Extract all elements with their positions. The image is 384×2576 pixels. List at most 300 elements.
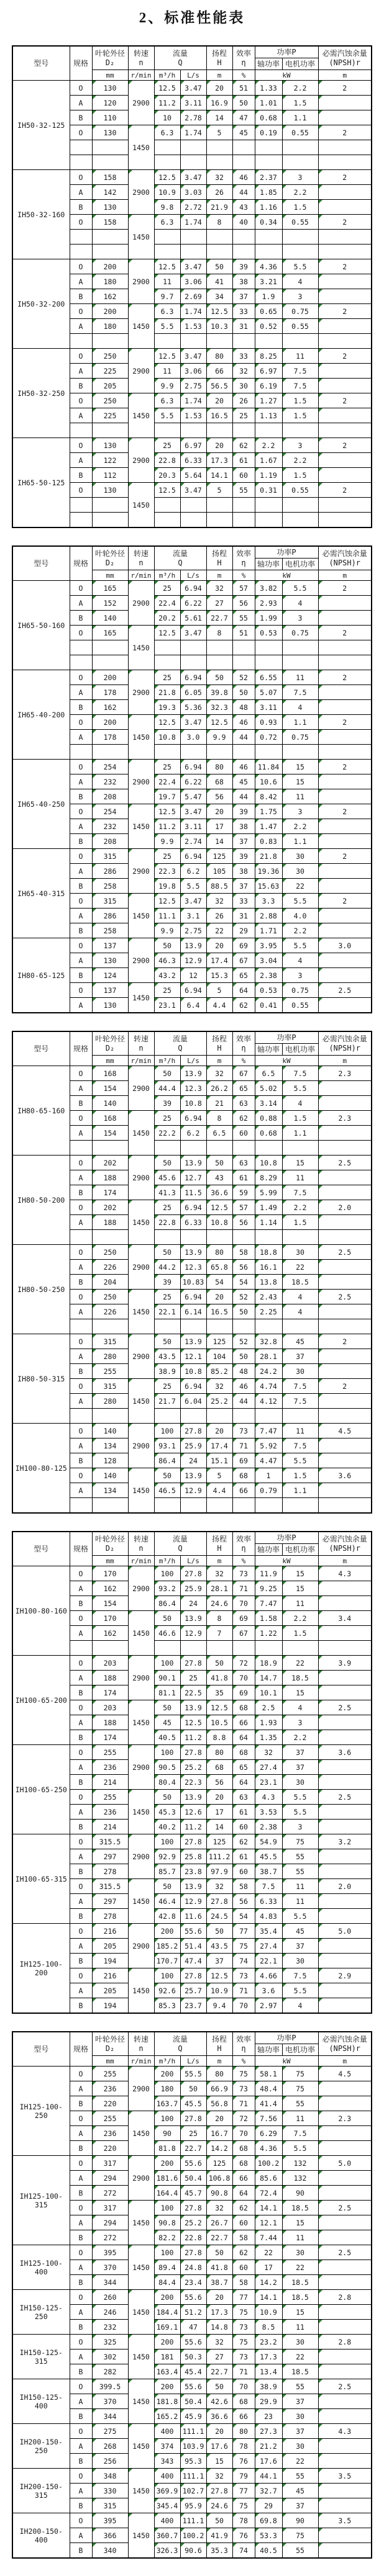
flow-m3h-cell: 45 — [154, 1715, 180, 1730]
head-cell — [206, 640, 232, 655]
flow-m3h-cell — [154, 1409, 180, 1424]
head-cell: 8 — [206, 626, 232, 640]
table-header — [12, 546, 372, 581]
flow-ls-cell: 23.4 — [180, 2275, 206, 2290]
npsh-cell: 2.9 — [318, 1968, 372, 1983]
spec-cell: O — [70, 1566, 92, 1581]
flow-ls-cell: 45.7 — [180, 2186, 206, 2201]
flow-m3h-cell: 200 — [154, 2067, 180, 2081]
shaft-power-cell: 16.1 — [255, 1260, 282, 1275]
shaft-power-cell: 28.1 — [255, 1349, 282, 1364]
shaft-power-cell: 69.8 — [255, 2513, 282, 2528]
head-cell: 26.7 — [206, 2215, 232, 2230]
motor-power-cell: 90 — [282, 2513, 318, 2528]
model-header-label: 型号 — [34, 2044, 49, 2053]
d2-cell — [92, 245, 128, 259]
flow-m3h-cell: 50 — [154, 1066, 180, 1081]
motor-power-header — [282, 559, 318, 570]
shaft-power-cell: 6.55 — [255, 670, 282, 685]
npsh-cell: 2.3 — [318, 1066, 372, 1081]
shaft-power-cell: 10.8 — [255, 1156, 282, 1170]
npsh-cell: 2.5 — [318, 1156, 372, 1170]
flow-m3h-cell — [154, 513, 180, 528]
speed-cell: 1450 — [128, 1968, 154, 2014]
efficiency-cell: 72 — [232, 2111, 255, 2126]
flow-ls-cell: 13.9 — [180, 1245, 206, 1260]
speed-header — [128, 1031, 154, 1056]
motor-power-cell: 55 — [282, 2379, 318, 2394]
efficiency-cell: 58 — [232, 1245, 255, 1260]
shaft-power-cell: 9.25 — [255, 1581, 282, 1596]
npsh-cell — [318, 334, 372, 349]
shaft-power-cell: 14.1 — [255, 2201, 282, 2215]
flow-m3h-cell: 22.8 — [154, 453, 180, 468]
spec-cell: A — [70, 2215, 92, 2230]
motor-power-cell: 1.1 — [282, 1483, 318, 1498]
npsh-cell — [318, 730, 372, 745]
spec-cell: O — [70, 1424, 92, 1438]
d2-cell — [92, 423, 128, 438]
spec-cell: O — [70, 2335, 92, 2349]
flow-header-label: Q — [178, 1543, 183, 1553]
flow-m3h-cell: 25 — [154, 849, 180, 864]
shaft-power-cell: 19.36 — [255, 864, 282, 879]
shaft-power-cell: 38.7 — [255, 1864, 282, 1879]
table-body — [12, 1066, 372, 1514]
flow-ls-cell: 55.6 — [180, 2379, 206, 2394]
shaft-power-header-label: 轴功率 — [257, 2045, 280, 2054]
head-cell: 43.5 — [206, 1939, 232, 1954]
flow-ls-cell: 25.2 — [180, 1760, 206, 1775]
shaft-power-cell: 4.83 — [255, 1909, 282, 1924]
efficiency-cell: 62 — [232, 438, 255, 453]
speed-cell: 1450 — [128, 2335, 154, 2379]
motor-power-cell — [282, 1141, 318, 1156]
d2-cell — [92, 1230, 128, 1245]
npsh-cell: 2.0 — [318, 1200, 372, 1215]
shaft-power-header-label: 轴功率 — [257, 1044, 280, 1054]
flow-ls-cell: 55.6 — [180, 1924, 206, 1939]
spec-cell: A — [70, 364, 92, 379]
spec-cell: B — [70, 468, 92, 483]
head-cell: 25.2 — [206, 1394, 232, 1409]
head-header-label: H — [217, 558, 222, 567]
npsh-cell — [318, 879, 372, 894]
shaft-power-cell — [255, 513, 282, 528]
head-cell: 56 — [206, 789, 232, 804]
model-header — [12, 46, 70, 81]
shaft-power-cell: 4.12 — [255, 1394, 282, 1409]
d2-cell: 280 — [92, 1394, 128, 1409]
npsh-cell: 5.0 — [318, 1924, 372, 1939]
flow-ls-cell — [180, 1498, 206, 1514]
flow-ls-cell: 13.9 — [180, 1066, 206, 1081]
motor-power-header-label: 电机功率 — [285, 1044, 315, 1054]
npsh-cell — [318, 110, 372, 125]
model-cell: IH80-50-200 — [12, 1156, 70, 1245]
d2-cell: 255 — [92, 2067, 128, 2081]
d2-cell: 120 — [92, 96, 128, 110]
d2-cell: 225 — [92, 408, 128, 423]
shaft-power-cell: 1.75 — [255, 804, 282, 819]
npsh-cell: 4.3 — [318, 2424, 372, 2439]
spec-cell — [70, 498, 92, 513]
flow-ls-cell: 95.3 — [180, 2454, 206, 2469]
motor-power-cell: 45 — [282, 2484, 318, 2498]
shaft-power-header — [255, 1544, 282, 1556]
spec-cell: O — [70, 2469, 92, 2484]
head-cell: 15 — [206, 2454, 232, 2469]
flow-m3h-cell: 400 — [154, 2469, 180, 2484]
speed-cell: 1450 — [128, 2201, 154, 2245]
efficiency-cell: 67 — [232, 1066, 255, 1081]
shaft-power-cell: 3.21 — [255, 274, 282, 289]
d2-cell: 128 — [92, 1453, 128, 1468]
motor-power-cell: 4.0 — [282, 909, 318, 923]
flow-m3h-cell: 12.5 — [154, 626, 180, 640]
d2-cell: 137 — [92, 938, 128, 953]
shaft-power-cell: 13.8 — [255, 1275, 282, 1290]
efficiency-cell: 57 — [232, 1200, 255, 1215]
head-cell: 9.9 — [206, 730, 232, 745]
shaft-power-cell: 0.53 — [255, 983, 282, 998]
d2-cell: 130 — [92, 483, 128, 498]
motor-power-header — [282, 1544, 318, 1556]
spec-cell: O — [70, 125, 92, 140]
model-cell: IH65-50-160 — [12, 581, 70, 670]
npsh-cell: 2.5 — [318, 2201, 372, 2215]
spec-cell: A — [70, 864, 92, 879]
flow-ls-cell: 25 — [180, 1671, 206, 1685]
speed-cell: 2900 — [128, 581, 154, 626]
d2-cell: 140 — [92, 1096, 128, 1111]
head-cell: 8 — [206, 215, 232, 230]
table-header — [12, 46, 372, 81]
npsh-cell — [318, 96, 372, 110]
efficiency-cell: 58 — [232, 2230, 255, 2245]
d2-cell: 315 — [92, 2498, 128, 2513]
flow-ls-cell: 11.2 — [180, 1730, 206, 1745]
shaft-power-cell: 1.27 — [255, 393, 282, 408]
efficiency-cell: 60 — [232, 1864, 255, 1879]
unit-efficiency: % — [232, 570, 255, 581]
flow-ls-cell: 11.5 — [180, 1185, 206, 1200]
npsh-cell — [318, 155, 372, 170]
head-cell: 56.5 — [206, 379, 232, 393]
shaft-power-cell: 22 — [255, 2245, 282, 2260]
motor-power-cell: 1.5 — [282, 468, 318, 483]
motor-power-cell: 11 — [282, 1879, 318, 1894]
flow-header-label: Q — [178, 58, 183, 67]
shaft-power-cell: 4.74 — [255, 1379, 282, 1394]
table-body — [12, 2067, 372, 2559]
flow-m3h-cell: 326.3 — [154, 2543, 180, 2559]
motor-power-cell: 2.2 — [282, 185, 318, 200]
spec-cell: B — [70, 968, 92, 983]
shaft-power-cell: 7.47 — [255, 1596, 282, 1611]
efficiency-cell: 61 — [232, 453, 255, 468]
flow-m3h-cell — [154, 1319, 180, 1334]
d2-cell: 315.5 — [92, 1879, 128, 1894]
npsh-cell — [318, 2498, 372, 2513]
speed-cell: 1450 — [128, 1290, 154, 1334]
shaft-power-cell: 1.35 — [255, 1730, 282, 1745]
head-cell: 14.1 — [206, 468, 232, 483]
head-cell: 50 — [206, 1656, 232, 1671]
efficiency-cell: 64 — [232, 983, 255, 998]
flow-ls-cell: 6.94 — [180, 1200, 206, 1215]
efficiency-cell: 70 — [232, 1596, 255, 1611]
flow-m3h-cell: 200 — [154, 2290, 180, 2305]
unit-flow-ls: L/s — [180, 1056, 206, 1066]
unit-npsh: m — [318, 2056, 372, 2067]
efficiency-cell: 68 — [232, 1745, 255, 1760]
npsh-cell — [318, 2394, 372, 2409]
motor-power-cell: 18.5 — [282, 2364, 318, 2379]
d2-cell: 216 — [92, 1968, 128, 1983]
efficiency-header-label: 效率 — [235, 48, 251, 58]
npsh-cell — [318, 1641, 372, 1656]
efficiency-cell: 32 — [232, 364, 255, 379]
efficiency-header-label: η — [241, 2044, 246, 2053]
table-row — [12, 2290, 372, 2305]
d2-cell: 142 — [92, 185, 128, 200]
head-cell: 8.8 — [206, 1730, 232, 1745]
flow-m3h-cell: 44.2 — [154, 1260, 180, 1275]
efficiency-cell: 71 — [232, 1438, 255, 1453]
motor-power-cell: 18.5 — [282, 2275, 318, 2290]
flow-m3h-cell — [154, 155, 180, 170]
flow-ls-cell: 3.47 — [180, 894, 206, 909]
flow-ls-cell: 27.8 — [180, 1834, 206, 1849]
motor-power-cell: 11 — [282, 2230, 318, 2245]
motor-power-cell: 0.75 — [282, 730, 318, 745]
spec-cell: B — [70, 1820, 92, 1834]
shaft-power-cell: 23.2 — [255, 2335, 282, 2349]
npsh-cell — [318, 2454, 372, 2469]
impeller-header — [92, 1031, 128, 1056]
efficiency-cell: 38 — [232, 864, 255, 879]
shaft-power-header — [255, 58, 282, 70]
head-cell — [206, 498, 232, 513]
head-cell: 56 — [206, 1775, 232, 1790]
d2-cell: 236 — [92, 1805, 128, 1820]
flow-m3h-cell — [154, 423, 180, 438]
flow-ls-cell — [180, 1230, 206, 1245]
head-cell: 10.9 — [206, 1983, 232, 1998]
flow-m3h-cell: 400 — [154, 2513, 180, 2528]
spec-cell: A — [70, 1349, 92, 1364]
flow-m3h-cell: 5.5 — [154, 319, 180, 334]
head-cell — [206, 1498, 232, 1514]
d2-cell: 180 — [92, 319, 128, 334]
d2-cell: 315 — [92, 849, 128, 864]
flow-header-label: 流量 — [172, 1034, 188, 1043]
efficiency-cell: 69 — [232, 938, 255, 953]
model-cell: IH100-65-250 — [12, 1745, 70, 1834]
npsh-cell: 3.6 — [318, 1468, 372, 1483]
d2-cell: 200 — [92, 715, 128, 730]
flow-ls-cell: 100.2 — [180, 2528, 206, 2543]
head-cell: 88.5 — [206, 879, 232, 894]
motor-power-cell: 37 — [282, 1349, 318, 1364]
speed-cell: 2900 — [128, 81, 154, 125]
npsh-cell: 4.3 — [318, 1566, 372, 1581]
performance-table-1 — [12, 45, 372, 528]
efficiency-cell: 43 — [232, 200, 255, 215]
efficiency-header-label: η — [241, 58, 246, 67]
impeller-header — [92, 546, 128, 570]
motor-power-cell: 2.2 — [282, 819, 318, 834]
spec-cell: B — [70, 2454, 92, 2469]
d2-cell — [92, 140, 128, 155]
shaft-power-cell: 100.2 — [255, 2156, 282, 2171]
head-cell: 35 — [206, 1685, 232, 1700]
npsh-cell — [318, 819, 372, 834]
spec-cell: O — [70, 804, 92, 819]
efficiency-cell: 58 — [232, 2275, 255, 2290]
npsh-cell: 2 — [318, 715, 372, 730]
npsh-cell: 2.5 — [318, 1290, 372, 1304]
shaft-power-cell — [255, 140, 282, 155]
shaft-power-cell: 4.3 — [255, 1790, 282, 1805]
head-cell: 97.9 — [206, 1864, 232, 1879]
speed-header-label: n — [139, 1043, 144, 1052]
d2-cell — [92, 640, 128, 655]
npsh-cell — [318, 1894, 372, 1909]
motor-power-cell: 3 — [282, 170, 318, 185]
efficiency-cell: 69 — [232, 1453, 255, 1468]
motor-power-cell: 4 — [282, 1290, 318, 1304]
spec-cell — [70, 140, 92, 155]
shaft-power-cell: 5.02 — [255, 1081, 282, 1096]
flow-m3h-cell — [154, 334, 180, 349]
flow-ls-cell: 6.94 — [180, 1379, 206, 1394]
efficiency-cell — [232, 1319, 255, 1334]
shaft-power-cell: 2.43 — [255, 1290, 282, 1304]
shaft-power-cell: 10.9 — [255, 2305, 282, 2320]
flow-ls-cell: 111.1 — [180, 2424, 206, 2439]
head-cell: 5 — [206, 983, 232, 998]
d2-cell: 232 — [92, 819, 128, 834]
spec-cell: O — [70, 938, 92, 953]
model-cell: IH65-40-200 — [12, 670, 70, 760]
spec-cell: A — [70, 2394, 92, 2409]
shaft-power-cell: 7.5 — [255, 1879, 282, 1894]
head-cell: 105 — [206, 864, 232, 879]
flow-m3h-cell: 11.2 — [154, 96, 180, 110]
spec-cell: O — [70, 81, 92, 96]
spec-cell: A — [70, 453, 92, 468]
flow-ls-cell: 10.8 — [180, 1096, 206, 1111]
spec-cell: A — [70, 1215, 92, 1230]
flow-ls-cell: 23.8 — [180, 1864, 206, 1879]
efficiency-cell: 70 — [232, 2126, 255, 2141]
spec-cell: A — [70, 2126, 92, 2141]
shaft-power-cell: 0.79 — [255, 1483, 282, 1498]
efficiency-cell: 51 — [232, 626, 255, 640]
table-row — [12, 2513, 372, 2528]
d2-cell: 200 — [92, 670, 128, 685]
flow-ls-cell: 25.8 — [180, 1849, 206, 1864]
flow-m3h-cell: 25 — [154, 760, 180, 774]
head-cell: 32 — [206, 1066, 232, 1081]
flow-ls-cell: 6.14 — [180, 1304, 206, 1319]
head-header-label: H — [217, 1543, 222, 1553]
d2-cell: 130 — [92, 200, 128, 215]
flow-m3h-cell: 170.7 — [154, 1954, 180, 1968]
d2-cell: 268 — [92, 2439, 128, 2454]
flow-m3h-cell: 92.9 — [154, 1849, 180, 1864]
impeller-header — [92, 1532, 128, 1556]
flow-ls-cell: 1.53 — [180, 408, 206, 423]
d2-cell: 140 — [92, 1424, 128, 1438]
flow-m3h-cell: 90 — [154, 2126, 180, 2141]
table-row — [12, 81, 372, 96]
shaft-power-cell — [255, 498, 282, 513]
spec-cell: A — [70, 774, 92, 789]
d2-cell: 232 — [92, 774, 128, 789]
flow-ls-cell: 12.3 — [180, 1260, 206, 1275]
flow-m3h-cell: 25 — [154, 1379, 180, 1394]
motor-power-cell — [282, 140, 318, 155]
shaft-power-cell: 45.5 — [255, 1849, 282, 1864]
npsh-cell — [318, 1215, 372, 1230]
flow-m3h-cell: 25 — [154, 581, 180, 596]
spec-cell: O — [70, 1379, 92, 1394]
d2-cell: 297 — [92, 1894, 128, 1909]
shaft-power-cell: 21.8 — [255, 849, 282, 864]
head-cell: 80 — [206, 1745, 232, 1760]
efficiency-cell: 68 — [232, 2394, 255, 2409]
flow-ls-cell: 23.7 — [180, 1998, 206, 2014]
motor-power-cell: 4 — [282, 1700, 318, 1715]
impeller-header-label: 叶轮外径 — [94, 48, 125, 58]
spec-cell: O — [70, 1200, 92, 1215]
efficiency-cell: 61 — [232, 1849, 255, 1864]
flow-m3h-cell: 19.3 — [154, 700, 180, 715]
motor-power-cell: 1.5 — [282, 1215, 318, 1230]
motor-power-cell — [282, 155, 318, 170]
model-cell: IH50-32-250 — [12, 349, 70, 438]
table-header — [12, 2032, 372, 2067]
flow-m3h-cell: 19.7 — [154, 789, 180, 804]
npsh-cell: 2.5 — [318, 2245, 372, 2260]
table-row — [12, 2245, 372, 2260]
model-cell: IH80-50-250 — [12, 1245, 70, 1334]
spec-cell: A — [70, 1715, 92, 1730]
shaft-power-cell: 44.1 — [255, 2469, 282, 2484]
flow-m3h-cell: 374 — [154, 2439, 180, 2454]
head-cell: 14 — [206, 1820, 232, 1834]
unit-npsh: m — [318, 70, 372, 81]
efficiency-cell: 69 — [232, 1685, 255, 1700]
npsh-cell — [318, 1730, 372, 1745]
efficiency-cell: 65 — [232, 1760, 255, 1775]
spec-cell: A — [70, 1671, 92, 1685]
speed-cell: 1450 — [128, 2469, 154, 2513]
head-header-label: 扬程 — [211, 549, 227, 558]
npsh-cell: 2 — [318, 804, 372, 819]
d2-cell: 260 — [92, 2290, 128, 2305]
flow-ls-cell: 3.47 — [180, 170, 206, 185]
efficiency-cell: 68 — [232, 2141, 255, 2156]
flow-ls-cell: 2.75 — [180, 923, 206, 938]
motor-power-cell: 4 — [282, 953, 318, 968]
shaft-power-cell: 5.92 — [255, 1438, 282, 1453]
unit-flow-m3h: m³/h — [154, 1056, 180, 1066]
motor-power-cell: 15 — [282, 1566, 318, 1581]
